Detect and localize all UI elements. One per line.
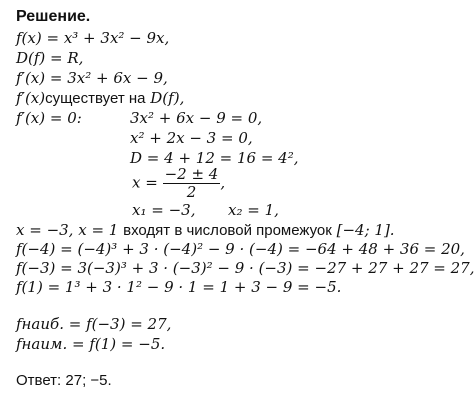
- critical-condition-label: f′(x) = 0:: [16, 109, 82, 127]
- equation-line-2: x² + 2x − 3 = 0,: [130, 129, 253, 147]
- equation-line-1: 3x² + 6x − 9 = 0,: [130, 109, 263, 127]
- interval-value: [−4; 1].: [336, 221, 395, 239]
- roots-fraction: [163, 166, 221, 201]
- min-value-line: fнаим. = f(1) = −5.: [16, 335, 166, 353]
- roots-formula-lhs: x =: [132, 173, 158, 192]
- answer-line: Ответ: 27; −5.: [16, 372, 112, 389]
- value-at-minus-4: f(−4) = (−4)³ + 3 · (−4)² − 9 · (−4) = −64 + 48 + 36 = 20,: [16, 240, 465, 258]
- derivative-exists-line: [16, 89, 184, 108]
- domain-line: D(f) = R,: [16, 49, 84, 67]
- derivative-symbol: f′(x): [16, 89, 46, 107]
- interval-line: [16, 221, 395, 240]
- exists-text: существует на: [45, 90, 146, 107]
- roots-formula-comma: ,: [220, 173, 226, 192]
- solution-heading: Решение.: [16, 8, 91, 25]
- value-at-minus-3: f(−3) = 3(−3)³ + 3 · (−3)² − 9 · (−3) = −27 + 27 + 27 = 27,: [16, 259, 475, 277]
- domain-symbol: D(f),: [150, 89, 185, 107]
- root-x2: x₂ = 1,: [228, 201, 279, 219]
- root-x1: x₁ = −3,: [132, 201, 196, 219]
- roots-list: x = −3, x = 1: [16, 221, 119, 239]
- interval-text: входят в числовой промежуок: [123, 222, 332, 239]
- derivative-line: f′(x) = 3x² + 6x − 9,: [16, 69, 168, 87]
- max-value-line: fнаиб. = f(−3) = 27,: [16, 315, 172, 333]
- fraction-denominator: 2: [186, 183, 197, 201]
- function-definition: f(x) = x³ + 3x² − 9x,: [16, 29, 170, 47]
- value-at-1: f(1) = 1³ + 3 · 1² − 9 · 1 = 1 + 3 − 9 = −5.: [16, 278, 342, 296]
- discriminant-line: D = 4 + 12 = 16 = 4²,: [130, 149, 299, 167]
- roots-formula: [132, 166, 225, 201]
- fraction-numerator: −2 ± 4: [164, 165, 219, 183]
